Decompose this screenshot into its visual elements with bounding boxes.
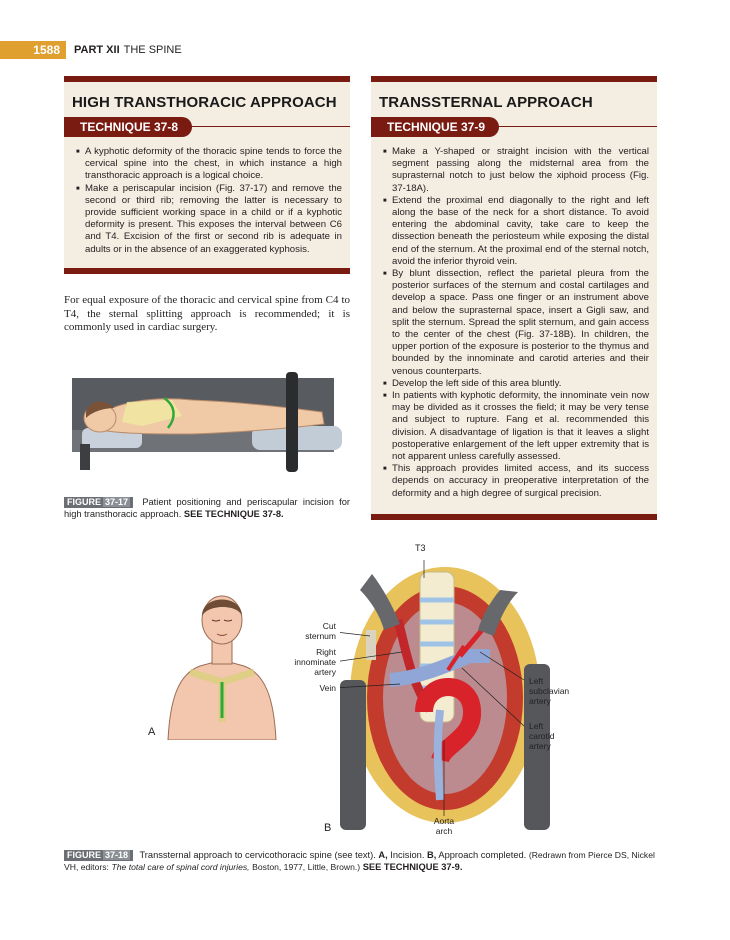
step-item: ■ This approach provides limited access, and its success depends on accuracy in preoperative interpretation of the deformity and a high degree of surgical precision. xyxy=(383,463,649,500)
technique-badge: TECHNIQUE 37-9 xyxy=(371,117,499,137)
step-item: ■ Make a Y-shaped or straight incision with the vertical segment passing along the midsternal area from the suprasternal notch to just below the xiphoid process (Fig. 37-18A). xyxy=(383,146,649,195)
section-label: THE SPINE xyxy=(123,44,182,56)
retractor-left xyxy=(340,680,366,830)
figure-37-18a-illustration xyxy=(160,590,290,740)
label-t3: T3 xyxy=(415,543,426,553)
figure-37-18b-illustration xyxy=(340,560,550,830)
cut-sternum xyxy=(366,630,376,660)
technique-title: TRANSSTERNAL APPROACH xyxy=(379,94,593,111)
running-header xyxy=(74,42,182,58)
label-right-innominate-artery: Right innominate artery xyxy=(294,647,336,677)
part-label: PART XII xyxy=(74,44,120,56)
label-aorta-arch: Aorta arch xyxy=(433,816,455,836)
label-cut-sternum: Cut sternum xyxy=(305,621,336,641)
step-item: ■ Make a periscapular incision (Fig. 37-17) and remove the second or third rib; removing the latter is necessary to provide sufficient working space in a child or if a kyphotic deformity is present. This exposes the interval between C6 and T4. Excision of the first or second rib is adequate in adults or in the absence of an exaggerated kyphosis. xyxy=(76,183,342,256)
figure-label: FIGURE 37-17 xyxy=(64,497,133,508)
step-item: ■ A kyphotic deformity of the thoracic spine tends to force the cervical spine into the chest, in which instance a high transthoracic approach is a logical choice. xyxy=(76,146,342,183)
page-number: 1588 xyxy=(0,41,66,59)
figure-label: FIGURE 37-18 xyxy=(64,850,133,861)
strap xyxy=(286,372,298,472)
see-technique-link[interactable]: SEE TECHNIQUE 37-9. xyxy=(362,862,463,872)
body-paragraph: For equal exposure of the thoracic and cervical spine from C4 to T4, the sternal splitting approach is recommended; it is commonly used in cardiac surgery. xyxy=(64,294,350,333)
label-left-subclavian-artery: Left subclavian artery xyxy=(529,676,570,706)
step-item: ■ In patients with kyphotic deformity, the innominate vein now may be divided as it crosses the field; it may be very tense and subject to rupture. Fang et al. recommended this division. A disadvantage of ligation is that it leaves a slight postoperative enlargement of the left upper extremity that is not apparent unless carefully assessed. xyxy=(383,390,649,463)
step-item: ■ Develop the left side of this area bluntly. xyxy=(383,378,649,390)
technique-badge: TECHNIQUE 37-8 xyxy=(64,117,192,137)
panel-label-b: B xyxy=(324,822,332,834)
technique-steps xyxy=(76,146,342,256)
label-vein: Vein xyxy=(319,683,336,693)
technique-box-transsternal xyxy=(371,76,657,520)
step-item: ■ By blunt dissection, reflect the parietal pleura from the posterior surfaces of the sternum and costal cartilages and develop a space. Pass one finger or an instrument above and below the suprasternal space, insert a Gigli saw, and split the sternum. Spread the split sternum, and gain access to the center of the chest (Fig. 37-18B). In children, the upper portion of the exposure is posterior to the thymus and bounded by the innominate and carotid arteries and their venous counterparts. xyxy=(383,268,649,378)
technique-box-high-transthoracic xyxy=(64,76,350,274)
figure-37-18-caption: FIGURE 37-18 Transsternal approach to cervicothoracic spine (see text). A, Incision. B, Approach completed. (Redrawn from Pierce DS, Nickel VH, editors: The total care of spinal cord injuries, Boston, 1977, Little, Brown.) SEE TECHNIQUE 37-9. xyxy=(64,850,655,872)
technique-steps xyxy=(383,146,649,500)
figure-37-17-illustration xyxy=(72,372,350,484)
panel-label-a: A xyxy=(148,726,156,738)
step-item: ■ Extend the proximal end diagonally to the right and left along the base of the neck for a short distance. To avoid entering the abdominal cavity, take care to keep the dissection beneath the periosteum while exposing the distal end of the sternum. At the proximal end of the sternal notch, avoid the inferior thyroid vein. xyxy=(383,195,649,268)
label-left-carotid-artery: Left carotid artery xyxy=(529,721,555,751)
figure-37-17-caption: FIGURE 37-17 Patient positioning and periscapular incision for high transthoracic approach. SEE TECHNIQUE 37-8. xyxy=(64,497,350,519)
see-technique-link[interactable]: SEE TECHNIQUE 37-8. xyxy=(183,509,284,519)
technique-title: HIGH TRANSTHORACIC APPROACH xyxy=(72,94,337,111)
